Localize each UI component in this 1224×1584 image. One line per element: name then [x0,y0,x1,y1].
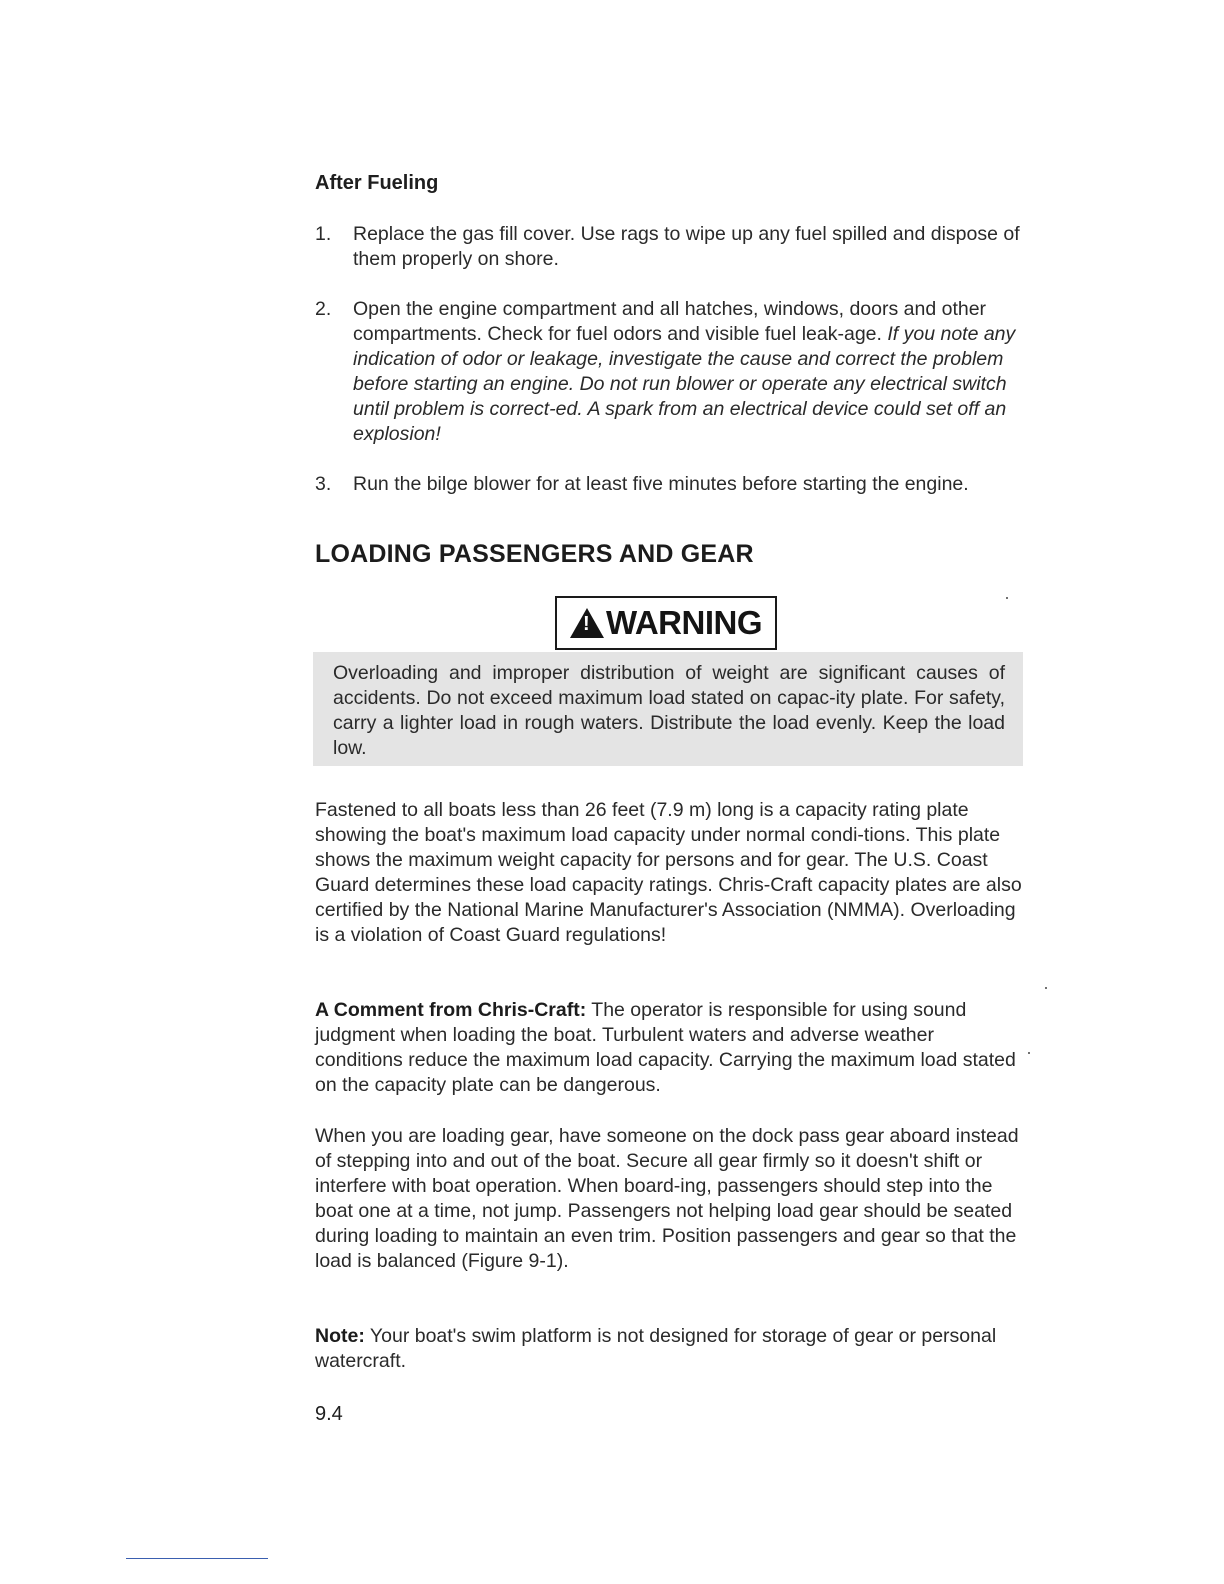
step-text: Run the bilge blower for at least five minutes before starting the engine. [353,473,969,495]
after-fueling-steps [315,222,1035,522]
comment-text: The operator is responsible for using sound judgment when loading the boat. Turbulent waters and adverse weather conditions reduce the maximum load capacity. Carrying the maximum load stated on the capacity plate can be dangerous. [315,999,1016,1096]
page-number: 9.4 [315,1403,343,1425]
step-number: 3. [315,473,332,495]
warning-triangle-icon [570,608,604,638]
step-caution-text: If you note any indication of odor or leakage, investigate the cause and correct the problem before starting an engine. Do not run blower or operate any electrical switch until problem is correct-ed. A spark from an electrical device could set off an explosion! [353,323,1016,445]
warning-text: Overloading and improper distribution of weight are significant causes of accidents. Do not exceed maximum load stated on capac-ity plate. For safety, carry a lighter load in rough waters. Distribute the load evenly. Keep the load low. [333,662,1005,759]
footer-divider [126,1558,268,1559]
warning-panel [313,652,1023,766]
step-3 [315,472,1035,497]
step-number: 1. [315,223,332,245]
capacity-plate-paragraph: Fastened to all boats less than 26 feet (7.9 m) long is a capacity rating plate showing the boat's maximum load capacity under normal condi-tions. This plate shows the maximum weight capacity for persons and for gear. The U.S. Coast Guard determines these load capacity ratings. Chris-Craft capacity plates are also certified by the National Marine Manufacturer's Association (NMMA). Overloading is a violation of Coast Guard regulations! [315,799,1022,946]
loading-gear-paragraph: When you are loading gear, have someone on the dock pass gear aboard instead of stepping into and out of the boat. Secure all gear firmly so it doesn't shift or interfere with boat operation. When board-ing, passengers should step into the boat one at a time, not jump. Passengers not helping load gear should be seated during loading to maintain an even trim. Position passengers and gear so that the load is balanced (Figure 9-1). [315,1125,1019,1272]
step-1 [315,222,1035,272]
step-text: Open the engine compartment and all hatches, windows, doors and other compartments. Check for fuel odors and visible fuel leak-age. [353,298,987,345]
scan-speck [1028,1052,1030,1054]
scan-speck [1045,987,1047,989]
note-paragraph [315,1324,1025,1374]
comment-label: A Comment from Chris-Craft: [315,999,587,1021]
step-number: 2. [315,298,332,320]
scan-speck [1006,597,1008,599]
warning-label [555,596,777,650]
loading-section-heading: LOADING PASSENGERS AND GEAR [315,540,754,568]
step-2 [315,297,1035,447]
warning-label-text: WARNING [606,604,762,641]
comment-paragraph [315,998,1025,1098]
note-label: Note: [315,1325,365,1347]
after-fueling-heading: After Fueling [315,172,439,194]
step-text: Replace the gas fill cover. Use rags to wipe up any fuel spilled and dispose of them properly on shore. [353,223,1020,270]
note-text: Your boat's swim platform is not designed for storage of gear or personal watercraft. [315,1325,997,1372]
